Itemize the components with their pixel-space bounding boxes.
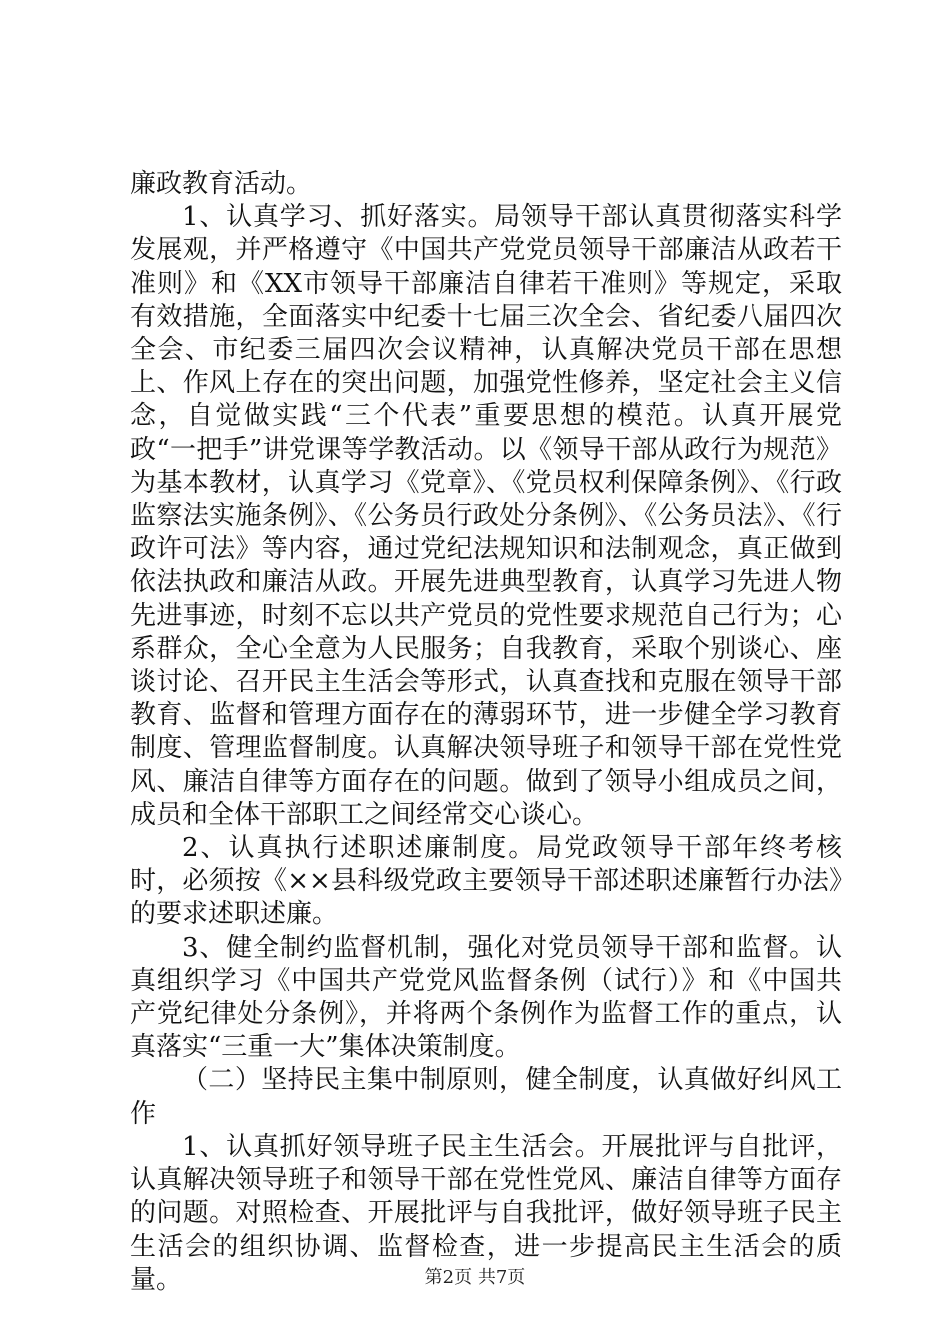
page-number-footer: 第2页 共7页 — [424, 1267, 526, 1288]
document-body — [130, 168, 842, 1297]
paragraph-supervision-mechanism: 3、健全制约监督机制，强化对党员领导干部和监督。认真组织学习《中国共产党党风监督条例（试行）》和《中国共产党纪律处分条例》，并将两个条例作为监督工作的重点，认真落实“三重一大”集体决策制度。 — [130, 932, 842, 1063]
paragraph-study-implement: 1、认真学习、抓好落实。局领导干部认真贯彻落实科学发展观，并严格遵守《中国共产党党员领导干部廉洁从政若干准则》和《XX市领导干部廉洁自律若干准则》等规定，采取有效措施，全面落实中纪委十七届三次全会、省纪委八届四次全会、市纪委三届四次会议精神，认真解决党员干部在思想上、作风上存在的突出问题，加强党性修养，坚定社会主义信念，自觉做实践“三个代表”重要思想的模范。认真开展党政“一把手”讲党课等学教活动。以《领导干部从政行为规范》为基本教材，认真学习《党章》、《党员权利保障条例》、《行政监察法实施条例》、《公务员行政处分条例》、《公务员法》、《行政许可法》等内容，通过党纪法规知识和法制观念，真正做到依法执政和廉洁从政。开展先进典型教育，认真学习先进人物先进事迹，时刻不忘以共产党员的党性要求规范自己行为；心系群众，全心全意为人民服务；自我教育，采取个别谈心、座谈讨论、召开民主生活会等形式，认真查找和克服在领导干部教育、监督和管理方面存在的薄弱环节，进一步健全学习教育制度、管理监督制度。认真解决领导班子和领导干部在党性党风、廉洁自律等方面存在的问题。做到了领导小组成员之间，成员和全体干部职工之间经常交心谈心。 — [130, 202, 842, 830]
paragraph-report-system: 2、认真执行述职述廉制度。局党政领导干部年终考核时，必须按《××县科级党政主要领导干部述职述廉暂行办法》的要求述职述廉。 — [130, 833, 842, 930]
paragraph-continuation: 廉政教育活动。 — [130, 169, 313, 199]
section-heading: （二）坚持民主集中制原则，健全制度，认真做好纠风工作 — [130, 1065, 842, 1129]
paragraph-democratic-life: 1、认真抓好领导班子民主生活会。开展批评与自批评，认真解决领导班子和领导干部在党性党风、廉洁自律等方面存的问题。对照检查、开展批评与自我批评，做好领导班子民主生活会的组织协调、监督检查，进一步提高民主生活会的质量。 — [130, 1131, 842, 1295]
